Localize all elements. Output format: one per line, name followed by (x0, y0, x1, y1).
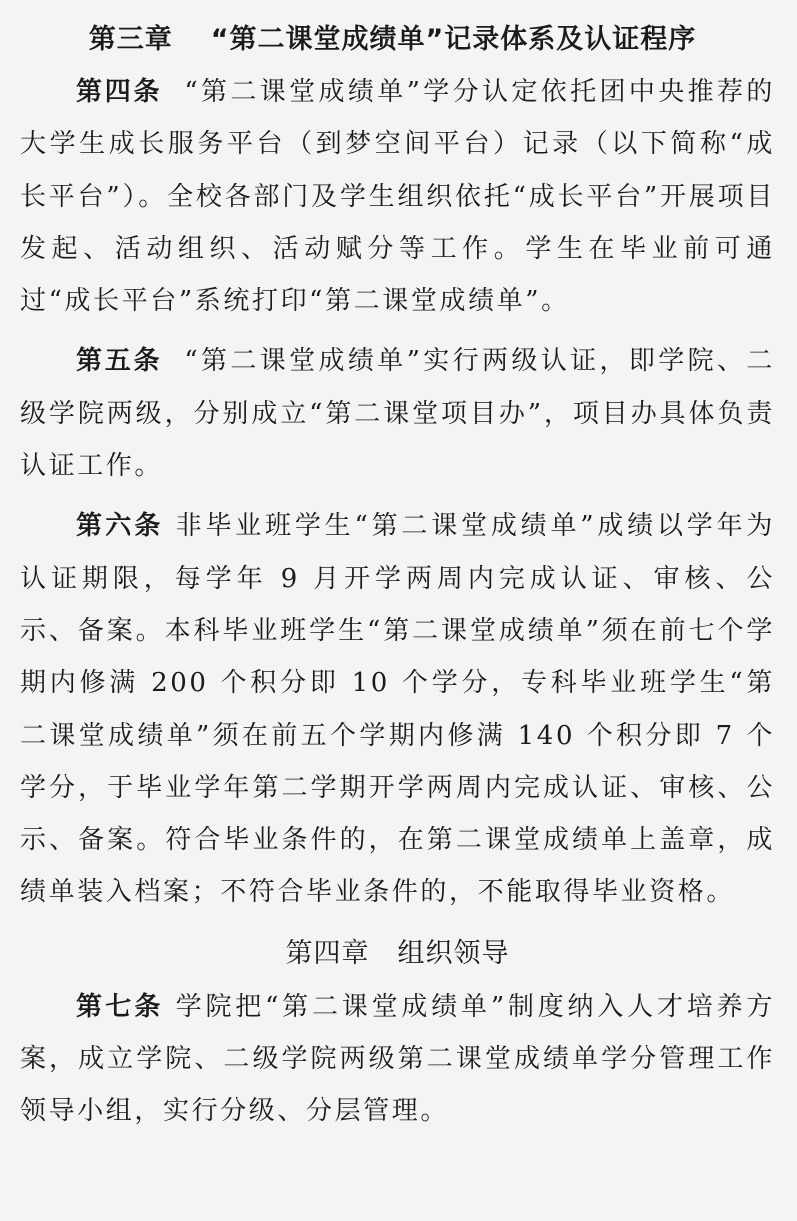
article-4 (20, 66, 775, 327)
article-7-text: 学院把“第二课堂成绩单”制度纳入人才培养方案，成立学院、二级学院两级第二课堂成绩单学分管理工作领导小组，实行分级、分层管理。 (20, 991, 775, 1127)
chapter-3-title: “第二课堂成绩单”记录体系及认证程序 (210, 24, 697, 55)
article-4-label: 第四条 (76, 77, 163, 107)
chapter-4-number: 第四章 (285, 937, 370, 969)
chapter-4-title: 组织领导 (397, 937, 510, 969)
article-4-text: “第二课堂成绩单”学分认定依托团中央推荐的大学生成长服务平台（到梦空间平台）记录（以下简称“成长平台”）。全校各部门及学生组织依托“成长平台”开展项目发起、活动组织、活动赋分等工作。学生在毕业前可通过“成长平台”系统打印“第二课堂成绩单”。 (20, 77, 775, 317)
article-7 (20, 981, 775, 1138)
article-6-label: 第六条 (76, 511, 164, 542)
chapter-3-number: 第三章 (88, 24, 173, 55)
chapter-3-heading (20, 18, 775, 62)
article-5-label: 第五条 (76, 346, 163, 377)
article-5-text: “第二课堂成绩单”实行两级认证，即学院、二级学院两级，分别成立“第二课堂项目办”，项目办具体负责认证工作。 (20, 346, 775, 482)
article-6 (20, 500, 775, 918)
article-6-text: 非毕业班学生“第二课堂成绩单”成绩以学年为认证期限，每学年 9 月开学两周内完成认证、审核、公示、备案。本科毕业班学生“第二课堂成绩单”须在前七个学期内修满 200 个积分即 10 个学分，专科毕业班学生“第二课堂成绩单”须在前五个学期内修满 140 个积分即 7 个学分，于毕业学年第二学期开学两周内完成认证、审核、公示、备案。符合毕业条件的，在第二课堂成绩单上盖章，成绩单装入档案；不符合毕业条件的，不能取得毕业资格。 (20, 511, 775, 908)
chapter-4-heading (20, 933, 775, 975)
article-7-label: 第七条 (76, 991, 164, 1022)
article-5 (20, 335, 775, 492)
